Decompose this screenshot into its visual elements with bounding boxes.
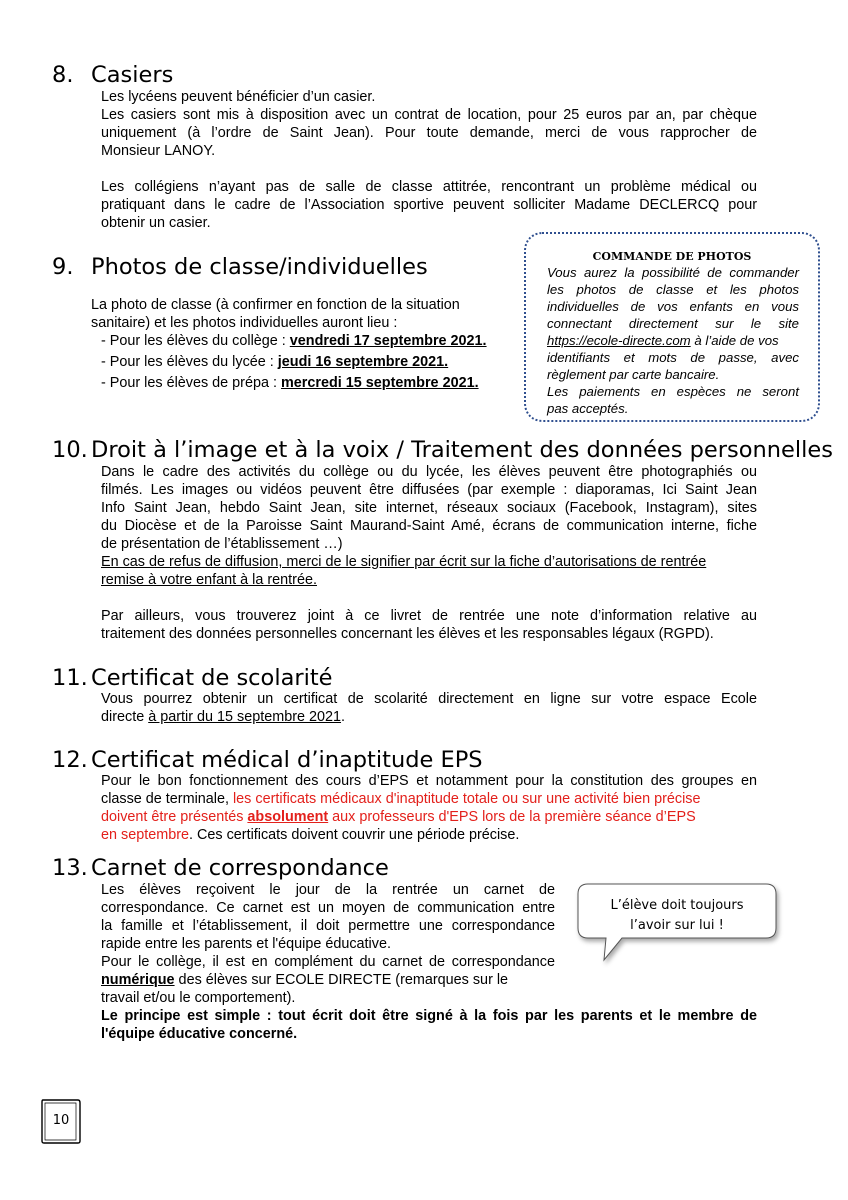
- s9-item-prefix: - Pour les élèves de prépa :: [101, 375, 281, 391]
- s8-line: Les casiers sont mis à disposition avec un contrat de location, pour 25 euros par an, par chèque: [101, 107, 757, 123]
- section-13-title: Carnet de correspondance: [91, 855, 389, 881]
- s10-line: filmés. Les images ou vidéos peuvent être diffusées (par exemple : diaporamas, Ici Saint Jean: [101, 482, 757, 498]
- s13-bold-word: numérique: [101, 972, 175, 988]
- s8-line: Les lycéens peuvent bénéficier d’un casier.: [101, 89, 376, 105]
- s12-text: classe de terminale,: [101, 791, 233, 807]
- s12-red-text: les certificats médicaux d'inaptitude totale ou sur une activité bien précise: [232, 791, 701, 807]
- s12-line: Pour le bon fonctionnement des cours d’EPS et notamment pour la constitution des groupes en: [101, 773, 757, 789]
- section-12-title: Certificat médical d’inaptitude EPS: [91, 747, 483, 773]
- bubble-text-line: L’élève doit toujours: [610, 898, 744, 913]
- photo-order-link-suffix: à l’aide de vos: [690, 333, 779, 348]
- s9-item-lycee: [101, 353, 448, 371]
- s10-refusal-line: En cas de refus de diffusion, merci de le signifier par écrit sur la fiche d’autorisations de rentrée: [101, 554, 707, 570]
- s11-prefix: directe: [101, 709, 149, 725]
- photo-order-line: pas acceptés.: [547, 401, 629, 416]
- s11-suffix: .: [341, 709, 346, 725]
- s13-line: rapide entre les parents et l'équipe éducative.: [101, 936, 391, 952]
- s11-line: Vous pourrez obtenir un certificat de scolarité directement en ligne sur votre espace Ecole: [101, 691, 757, 707]
- s13-line: correspondance. Ce carnet est un moyen de communication entre: [101, 900, 555, 916]
- s8-line: uniquement (à l’ordre de Saint Jean). Pour toute demande, merci de vous rapprocher de: [101, 125, 757, 141]
- s9-item-date: jeudi 16 septembre 2021.: [277, 354, 449, 370]
- photo-order-line: les photos de classe et les photos: [547, 282, 799, 297]
- s13-line: travail et/ou le comportement).: [101, 990, 296, 1006]
- s13-line: Pour le collège, il est en complément du carnet de correspondance: [101, 954, 555, 970]
- photo-order-line: identifiants et mots de passe, avec: [547, 350, 799, 365]
- s13-text: des élèves sur ECOLE DIRECTE (remarques sur le: [174, 972, 509, 988]
- section-11-number: 11.: [52, 665, 88, 691]
- s12-text: . Ces certificats doivent couvrir une période précise.: [189, 827, 520, 843]
- photo-order-line: individuelles de vos enfants en vous: [547, 299, 799, 314]
- s12-red-text: doivent être présentés: [101, 809, 248, 825]
- section-9-title: Photos de classe/individuelles: [91, 254, 428, 280]
- photo-order-line: connectant directement sur le site: [547, 316, 799, 331]
- s10-rgpd-line: traitement des données personnelles concernant les élèves et les responsables légaux (RGPD).: [101, 626, 714, 642]
- photo-order-line: Vous aurez la possibilité de commander: [547, 265, 799, 280]
- section-8-number: 8.: [52, 62, 74, 88]
- s12-red-text: aux professeurs d'EPS lors de la première séance d’EPS: [328, 809, 696, 825]
- s12-line: [101, 790, 700, 808]
- section-10-title: Droit à l’image et à la voix / Traitement des données personnelles: [91, 437, 833, 463]
- s9-item-prefix: - Pour les élèves du collège :: [101, 333, 290, 349]
- photo-order-title: COMMANDE DE PHOTOS: [592, 250, 752, 263]
- bubble-text-line: l’avoir sur lui !: [630, 918, 724, 933]
- s10-line: Info Saint Jean, hebdo Saint Jean, site internet, réseaux sociaux (Facebook, Instagram), sites: [101, 500, 757, 516]
- s13-line: Les élèves reçoivent le jour de la rentrée un carnet de: [101, 882, 555, 898]
- s10-refusal-line: remise à votre enfant à la rentrée.: [101, 572, 317, 588]
- s12-line: [101, 826, 519, 844]
- s10-rgpd-line: Par ailleurs, vous trouverez joint à ce livret de rentrée une note d’information relative au: [101, 608, 757, 624]
- section-12-number: 12.: [52, 747, 88, 773]
- s10-line: du Diocèse et de la Paroisse Saint Maurand-Saint Amé, écrans de communication interne, fiche: [101, 518, 757, 534]
- s12-line: [101, 808, 696, 826]
- s9-intro-line: sanitaire) et les photos individuelles auront lieu :: [91, 315, 398, 331]
- s11-line: [101, 708, 345, 726]
- page-number: 10: [52, 1113, 70, 1128]
- photo-order-line: Les paiements en espèces ne seront: [547, 384, 799, 399]
- s9-item-date: vendredi 17 septembre 2021.: [289, 333, 487, 349]
- s9-item-prepa: [101, 374, 479, 392]
- section-11-title: Certificat de scolarité: [91, 665, 333, 691]
- section-10-number: 10.: [52, 437, 88, 463]
- s13-principle-line: l'équipe éducative concerné.: [101, 1026, 298, 1042]
- photo-order-box: [524, 232, 820, 422]
- s11-date: à partir du 15 septembre 2021: [148, 709, 342, 725]
- s9-intro-line: La photo de classe (à confirmer en fonction de la situation: [91, 297, 460, 313]
- s9-item-date: mercredi 15 septembre 2021.: [280, 375, 479, 391]
- ecole-directe-link[interactable]: https://ecole-directe.com: [547, 333, 691, 348]
- photo-order-link-line: [547, 332, 799, 349]
- section-9-number: 9.: [52, 254, 74, 280]
- section-8-title: Casiers: [91, 62, 174, 88]
- s10-line: Dans le cadre des activités du collège ou du lycée, les élèves peuvent être photographiés ou: [101, 464, 757, 480]
- section-13-number: 13.: [52, 855, 88, 881]
- s9-item-college: [101, 332, 487, 350]
- s13-principle-line: Le principe est simple : tout écrit doit être signé à la fois par les parents et le membre de: [101, 1008, 757, 1024]
- s8-line: Les collégiens n’ayant pas de salle de classe attitrée, rencontrant un problème médical ou: [101, 179, 757, 195]
- s8-line: obtenir un casier.: [101, 215, 211, 231]
- s8-line: pratiquant dans le cadre de l’Association sportive peuvent solliciter Madame DECLERCQ pour: [101, 197, 757, 213]
- s10-line: de présentation de l’établissement …): [101, 536, 343, 552]
- s12-red-text: en septembre: [101, 827, 189, 843]
- s12-emphasis: absolument: [247, 809, 329, 825]
- s13-line: [101, 971, 508, 989]
- photo-order-line: règlement par carte bancaire.: [547, 367, 720, 382]
- s8-line: Monsieur LANOY.: [101, 143, 216, 159]
- s9-item-prefix: - Pour les élèves du lycée :: [101, 354, 278, 370]
- s13-line: la famille et l’établissement, il doit permettre une correspondance: [101, 918, 555, 934]
